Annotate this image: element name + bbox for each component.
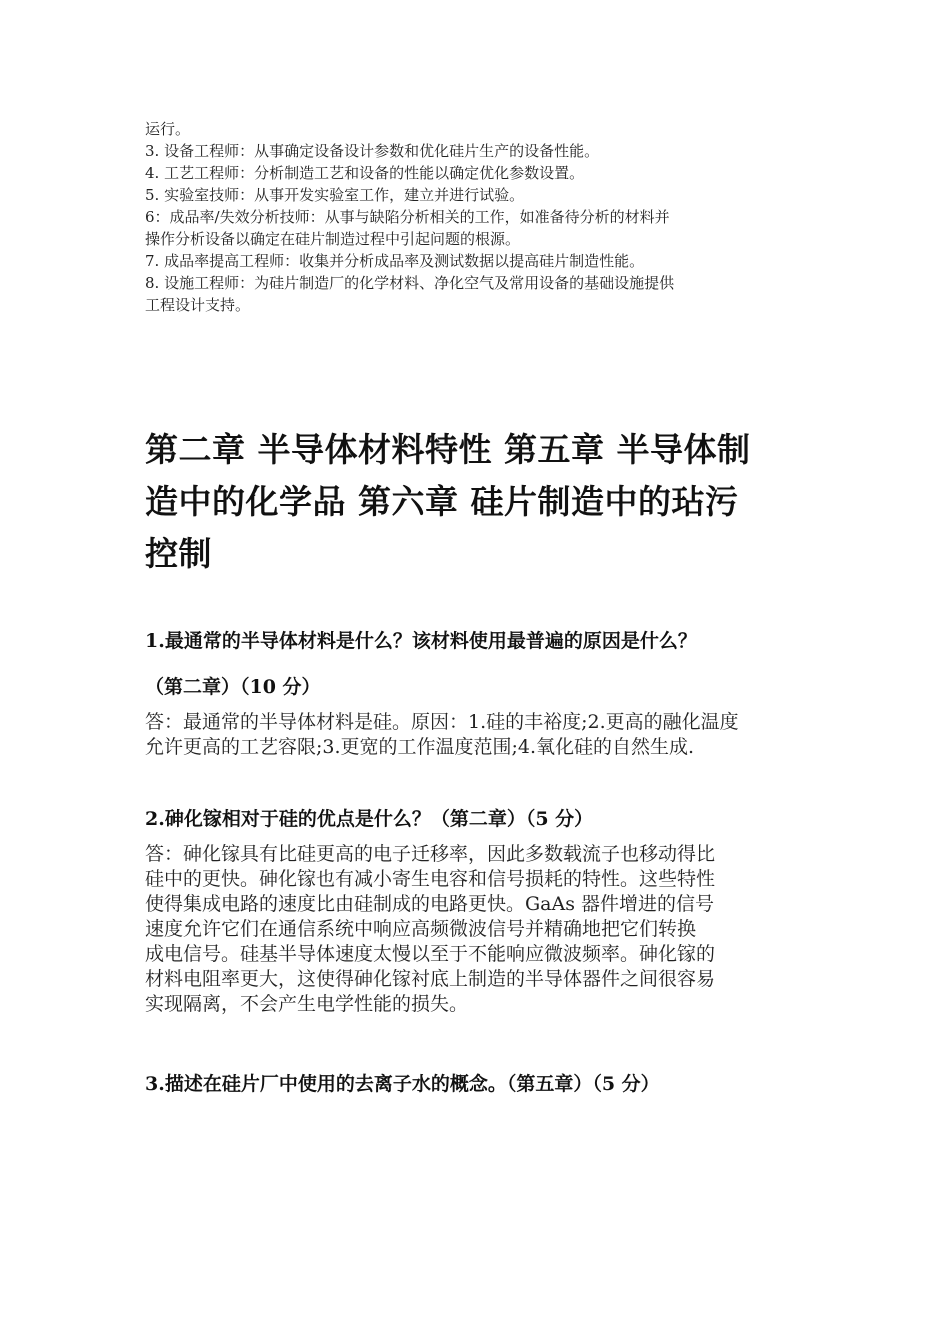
intro-line: 3. 设备工程师：从事确定设备设计参数和优化硅片生产的设备性能。 [145,142,600,160]
intro-section [145,118,810,316]
intro-line: 工程设计支持。 [145,296,251,314]
answer-line: 成电信号。硅基半导体速度太慢以至于不能响应微波频率。砷化镓的 [145,943,716,965]
intro-line: 运行。 [145,120,191,138]
question-1-marks: （第二章）（10 分） [145,676,321,698]
answer-line: 材料电阻率更大，这使得砷化镓衬底上制造的半导体器件之间很容易 [145,968,716,990]
intro-line: 4. 工艺工程师：分析制造工艺和设备的性能以确定优化参数设置。 [145,164,585,182]
answer-line: 速度允许它们在通信系统中响应高频微波信号并精确地把它们转换 [145,918,697,940]
chapter-title-line: 第二章 半导体材料特性 第五章 半导体制 [145,430,751,469]
document-page [145,118,810,1097]
question-1: 1.最通常的半导体材料是什么？该材料使用最普遍的原因是什么？ [145,630,697,652]
answer-line: 实现隔离，不会产生电学性能的损失。 [145,993,469,1015]
intro-line: 7. 成品率提高工程师：收集并分析成品率及测试数据以提高硅片制造性能。 [145,252,645,270]
question-2: 2.砷化镓相对于硅的优点是什么？（第二章）（5 分） [145,808,594,830]
answer-line: 硅中的更快。砷化镓也有减小寄生电容和信号损耗的特性。这些特性 [145,868,716,890]
intro-line: 8. 设施工程师：为硅片制造厂的化学材料、净化空气及常用设备的基础设施提供 [145,274,675,292]
answer-line: 答：最通常的半导体材料是硅。原因：1.硅的丰裕度;2.更高的融化温度 [145,711,739,733]
answer-2 [145,842,810,1017]
intro-line: 5. 实验室技师：从事开发实验室工作，建立并进行试验。 [145,186,525,204]
answer-1 [145,710,810,760]
intro-line: 6：成品率/失效分析技师：从事与缺陷分析相关的工作，如准备待分析的材料并 [145,208,670,226]
question-3: 3.描述在硅片厂中使用的去离子水的概念。（第五章）（5 分） [145,1073,660,1095]
chapter-title [145,424,810,580]
answer-line: 允许更高的工艺容限;3.更宽的工作温度范围;4.氧化硅的自然生成. [145,736,695,758]
answer-line: 使得集成电路的速度比由硅制成的电路更快。GaAs 器件增进的信号 [145,893,715,915]
chapter-title-line: 造中的化学品 第六章 硅片制造中的玷污 [145,482,739,521]
chapter-title-line: 控制 [145,534,212,573]
intro-line: 操作分析设备以确定在硅片制造过程中引起问题的根源。 [145,230,521,248]
answer-line: 答：砷化镓具有比硅更高的电子迁移率，因此多数载流子也移动得比 [145,843,716,865]
